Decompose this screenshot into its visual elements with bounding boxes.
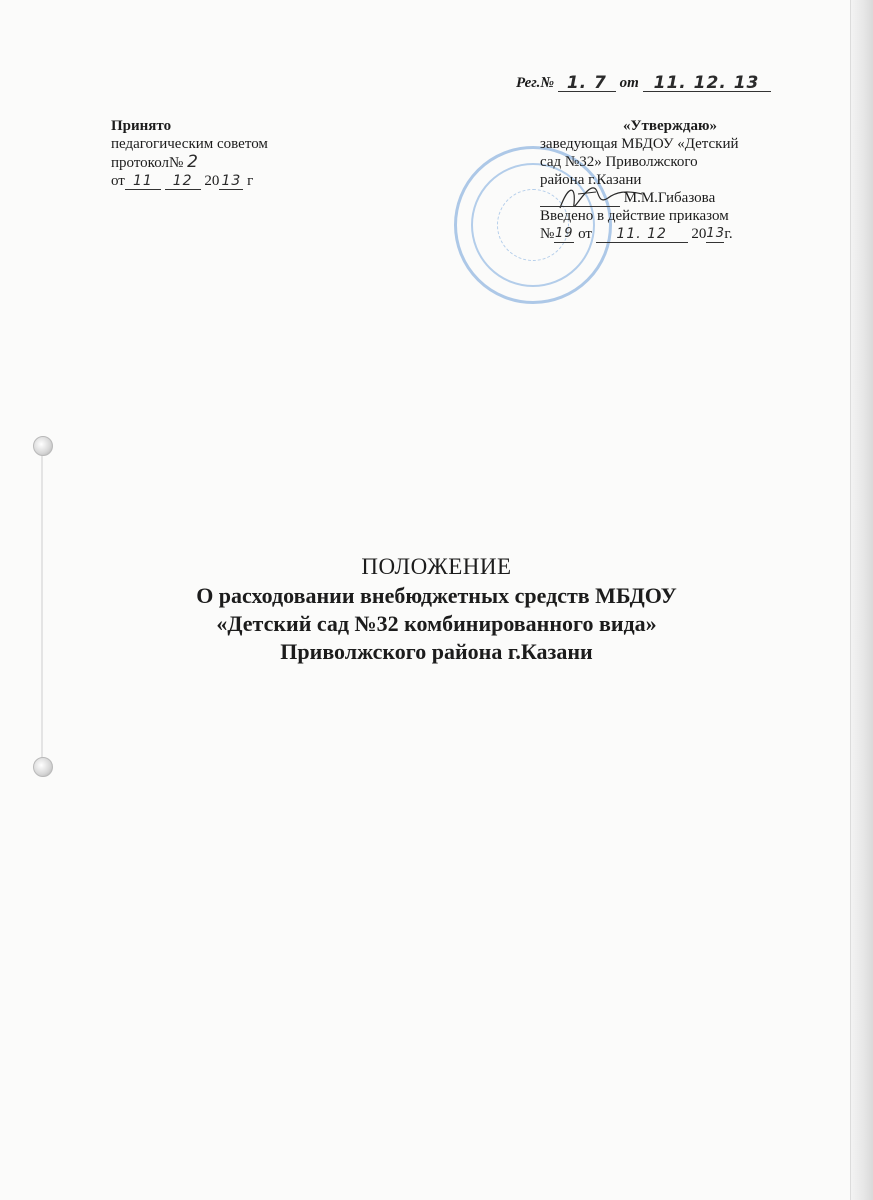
order-year-prefix: 20 (691, 226, 707, 242)
binder-hole-bottom (33, 757, 53, 777)
signer-line (540, 189, 780, 207)
order-line (540, 225, 780, 243)
document-heading (0, 552, 873, 666)
order-year-suffix: 13 (706, 226, 725, 241)
reg-number: 1. 7 (558, 73, 616, 92)
protocol-number: 2 (187, 152, 199, 172)
reg-date: 11. 12. 13 (643, 73, 771, 92)
accepted-block (111, 117, 268, 190)
accepted-from-label: от (111, 173, 125, 189)
reg-from-label: от (619, 75, 639, 91)
approved-title: «Утверждаю» (623, 118, 717, 134)
document-subtitle-line3: Приволжского района г.Казани (280, 639, 593, 664)
order-label: № (540, 226, 555, 242)
approved-line4: Введено в действие приказом (540, 208, 729, 224)
signer-name: М.М.Гибазова (623, 190, 716, 206)
signature-blank (540, 189, 620, 207)
protocol-line (111, 153, 268, 172)
accepted-month: 12 (165, 172, 201, 190)
document-title: ПОЛОЖЕНИЕ (361, 554, 512, 579)
order-number: 19 (555, 226, 574, 241)
reg-label: Рег.№ (516, 75, 555, 91)
approved-block (540, 117, 780, 243)
accepted-year-prefix: 20 (204, 173, 220, 189)
approved-line2: сад №32» Приволжского (540, 154, 698, 170)
accepted-title: Принято (111, 118, 172, 134)
protocol-label: протокол№ (111, 155, 184, 171)
document-subtitle-line2: «Детский сад №32 комбинированного вида» (216, 611, 657, 636)
approved-line3: района г.Казани (540, 172, 642, 188)
accepted-year-unit: г (247, 173, 254, 189)
accepted-date-line (111, 172, 268, 190)
order-year-unit: г. (724, 226, 733, 242)
document-subtitle-line1: О расходовании внебюджетных средств МБДОУ (196, 583, 677, 608)
order-date: 11. 12 (596, 225, 688, 243)
approved-line1: заведующая МБДОУ «Детский (540, 136, 739, 152)
registration-line (516, 73, 771, 92)
binder-hole-top (33, 436, 53, 456)
accepted-year-suffix: 13 (219, 172, 243, 190)
accepted-day: 11 (125, 172, 161, 190)
accepted-line1: педагогическим советом (111, 136, 268, 152)
order-from-label: от (578, 226, 592, 242)
